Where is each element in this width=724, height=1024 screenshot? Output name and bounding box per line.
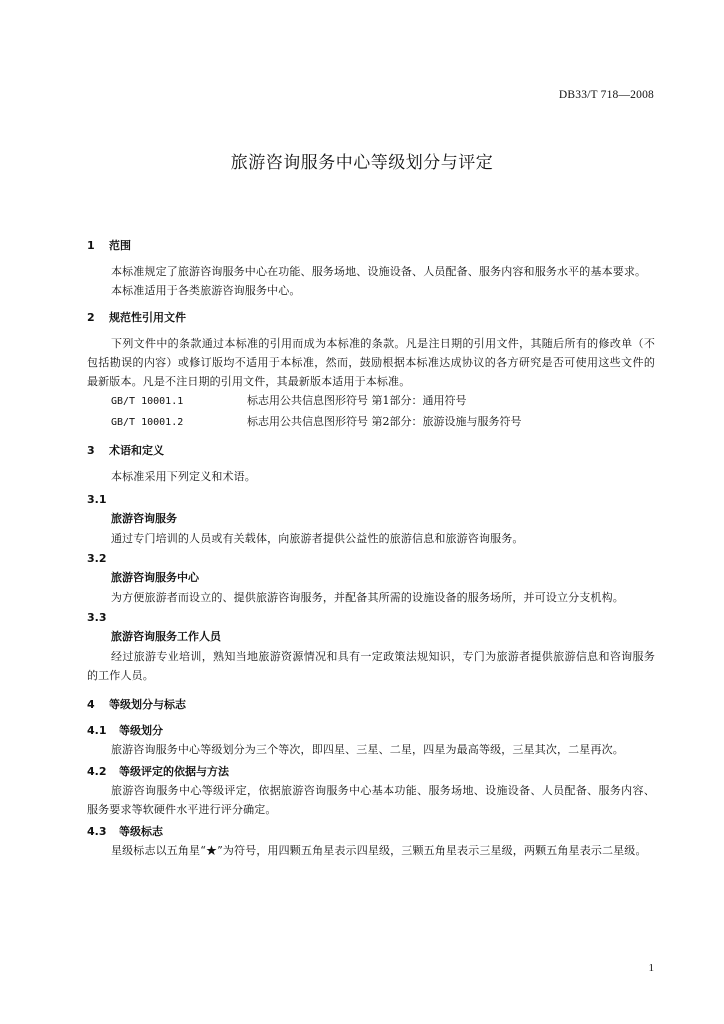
subsection-heading — [87, 822, 655, 841]
document-title: 旅游咨询服务中心等级划分与评定 — [230, 153, 494, 173]
subsection-title: 等级标志 — [119, 825, 163, 838]
term-name: 旅游咨询服务 — [111, 512, 177, 525]
section-title: 等级划分与标志 — [109, 698, 186, 711]
paragraph: 星级标志以五角星“★”为符号，用四颗五角星表示四星级，三颗五角星表示三星级，两颗五角星表示二星级。 — [111, 844, 647, 857]
subsection-title: 等级评定的依据与方法 — [119, 765, 229, 778]
subsection-number: 4.3 — [87, 825, 107, 838]
section-title: 规范性引用文件 — [109, 311, 186, 324]
reference-title: 标志用公共信息图形符号 第2部分：旅游设施与服务符号 — [247, 415, 522, 428]
section-1-heading — [87, 236, 655, 256]
term-definition: 为方便旅游者而设立的、提供旅游咨询服务，并配备其所需的设施设备的服务场所，并可设立分支机构。 — [111, 591, 624, 604]
subsection-heading — [87, 762, 655, 781]
reference-title: 标志用公共信息图形符号 第1部分：通用符号 — [247, 394, 467, 407]
subsection-heading — [87, 721, 655, 740]
term-definition: 通过专门培训的人员或有关载体，向旅游者提供公益性的旅游信息和旅游咨询服务。 — [111, 532, 524, 545]
section-4-heading — [87, 695, 655, 715]
term-definition: 经过旅游专业培训，熟知当地旅游资源情况和具有一定政策法规知识，专门为旅游者提供旅游信息和咨询服务的工作人员。 — [87, 650, 655, 682]
reference-code: GB/T 10001.1 — [111, 396, 184, 407]
subsection-title: 等级划分 — [119, 724, 163, 737]
term-number: 3.2 — [87, 552, 107, 565]
section-2-heading — [87, 308, 655, 328]
section-number: 2 — [87, 311, 95, 324]
reference-item — [87, 412, 655, 433]
section-title: 术语和定义 — [109, 444, 164, 457]
section-number: 1 — [87, 239, 95, 252]
reference-item — [87, 391, 655, 412]
paragraph: 旅游咨询服务中心等级划分为三个等次，即四星、三星、二星，四星为最高等级，三星其次，二星再次。 — [111, 743, 624, 756]
document-body — [87, 236, 655, 860]
paragraph: 本标准采用下列定义和术语。 — [111, 470, 256, 483]
section-3-heading — [87, 441, 655, 461]
term-number: 3.3 — [87, 611, 107, 624]
section-title: 范围 — [109, 239, 131, 252]
term-name: 旅游咨询服务中心 — [111, 571, 199, 584]
term-name: 旅游咨询服务工作人员 — [111, 630, 221, 643]
paragraph: 本标准规定了旅游咨询服务中心在功能、服务场地、设施设备、人员配备、服务内容和服务水平的基本要求。 — [111, 265, 647, 278]
page-number: 1 — [648, 962, 654, 974]
paragraph: 本标准适用于各类旅游咨询服务中心。 — [111, 284, 301, 297]
standard-number: DB33/T 718—2008 — [558, 89, 654, 101]
reference-code: GB/T 10001.2 — [111, 417, 184, 428]
paragraph: 旅游咨询服务中心等级评定，依据旅游咨询服务中心基本功能、服务场地、设施设备、人员配备、服务内容、服务要求等软硬件水平进行评分确定。 — [87, 784, 655, 816]
paragraph: 下列文件中的条款通过本标准的引用而成为本标准的条款。凡是注日期的引用文件，其随后所有的修改单（不包括勘误的内容）或修订版均不适用于本标准，然而，鼓励根据本标准达成协议的各方研究是否可使用这些文件的最新版本。凡是不注日期的引用文件，其最新版本适用于本标准。 — [87, 337, 655, 388]
subsection-number: 4.1 — [87, 724, 107, 737]
section-number: 4 — [87, 698, 95, 711]
subsection-number: 4.2 — [87, 765, 107, 778]
section-number: 3 — [87, 444, 95, 457]
term-number: 3.1 — [87, 493, 107, 506]
